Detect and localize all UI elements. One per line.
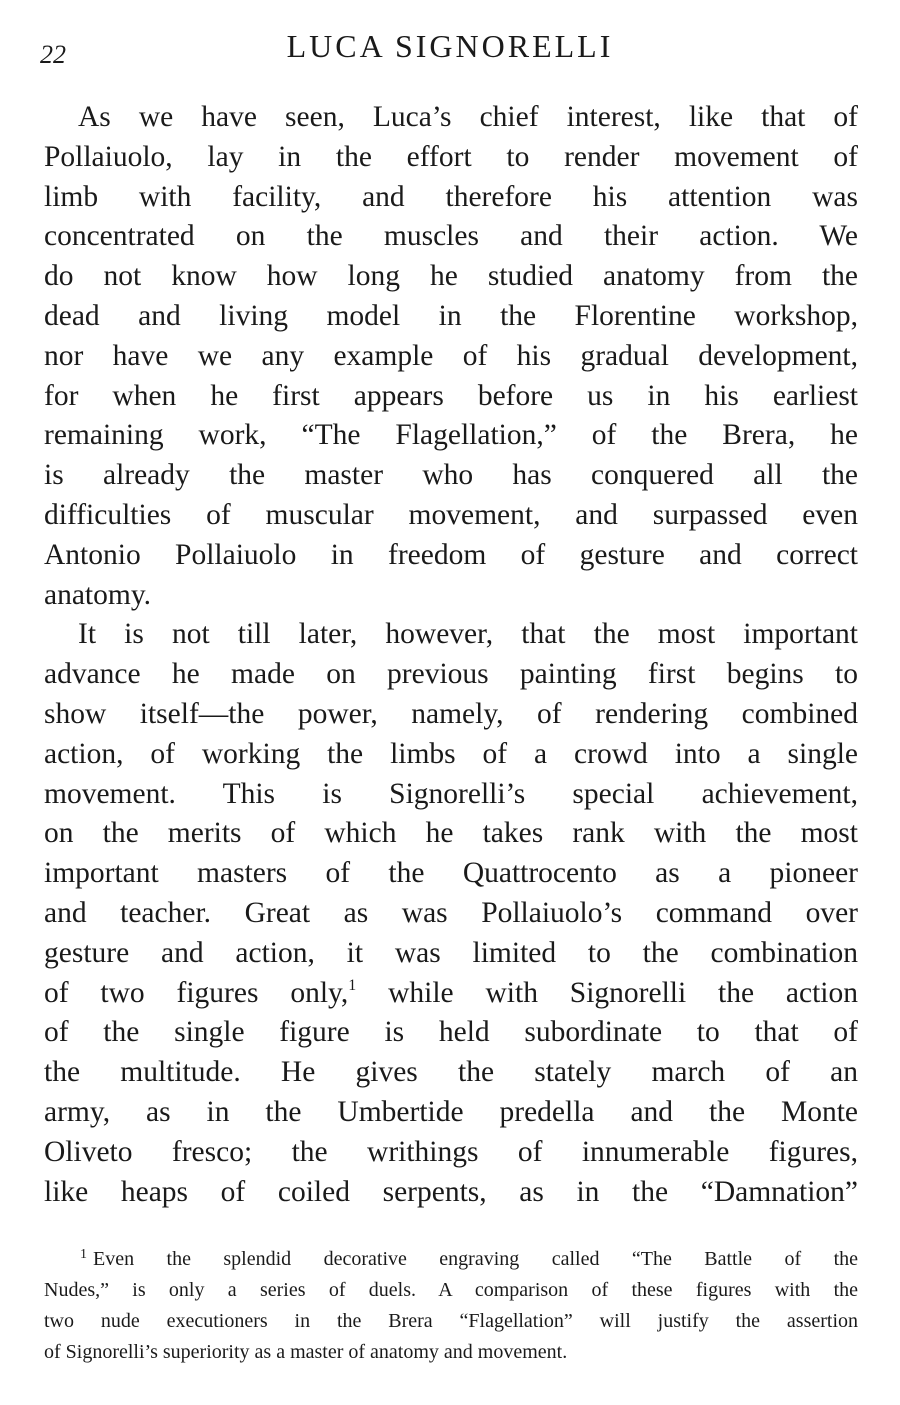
text-line: Antonio Pollaiuolo in freedom of gesture and correct [44, 538, 858, 571]
text-line: action, of working the limbs of a crowd into a single [44, 737, 858, 770]
text-segment: while with Signorelli the action [356, 976, 858, 1009]
text-line: and teacher. Great as was Pollaiuolo’s command over [44, 896, 858, 929]
body-text [44, 98, 858, 1212]
text-line: remaining work, “The Flagellation,” of the Brera, he [44, 419, 858, 452]
footnote [44, 1244, 858, 1368]
text-line: concentrated on the muscles and their action. We [44, 220, 858, 253]
text-line: difficulties of muscular movement, and surpassed even [44, 498, 858, 531]
footnote-line [44, 1244, 858, 1275]
text-line: like heaps of coiled serpents, as in the “Damnation” [44, 1175, 858, 1208]
text-line: is already the master who has conquered all the [44, 459, 858, 492]
footnote-line: of Signorelli’s superiority as a master of anatomy and movement. [44, 1341, 568, 1363]
text-line: advance he made on previous painting first begins to [44, 658, 858, 691]
running-title: LUCA SIGNORELLI [286, 28, 614, 64]
footnote-marker: 1 [80, 1247, 87, 1262]
text-line: do not know how long he studied anatomy from the [44, 260, 858, 293]
text-line: As we have seen, Luca’s chief interest, like that of [78, 101, 858, 133]
text-line: movement. This is Signorelli’s special achievement, [44, 777, 858, 810]
text-line: Oliveto fresco; the writhings of innumerable figures, [44, 1135, 858, 1168]
text-line: gesture and action, it was limited to the combination [44, 936, 858, 969]
text-line: of the single figure is held subordinate to that of [44, 1016, 858, 1049]
text-line: important masters of the Quattrocento as a pioneer [44, 857, 858, 890]
text-line: It is not till later, however, that the most important [78, 618, 858, 651]
text-line: anatomy. [44, 578, 152, 611]
text-line: nor have we any example of his gradual development, [44, 339, 858, 372]
text-line: on the merits of which he takes rank with the most [44, 817, 858, 850]
text-segment: of two figures only, [44, 976, 349, 1009]
text-line: dead and living model in the Florentine workshop, [44, 299, 858, 332]
footnote-line: Nudes,” is only a series of duels. A comparison of these figures with the [44, 1279, 858, 1301]
text-line: Pollaiuolo, lay in the effort to render movement of [44, 140, 858, 173]
text-line: show itself—the power, namely, of rendering combined [44, 697, 858, 730]
page-number: 22 [40, 40, 66, 69]
text-line: army, as in the Umbertide predella and the Monte [44, 1095, 858, 1128]
running-head [40, 28, 860, 72]
footnote-text: Even the splendid decorative engraving called “The Battle of the [93, 1248, 858, 1270]
text-line-with-note [44, 974, 858, 1014]
text-line: for when he first appears before us in his earliest [44, 379, 858, 412]
footnote-line: two nude executioners in the Brera “Flagellation” will justify the assertion [44, 1310, 858, 1332]
text-line: the multitude. He gives the stately march of an [44, 1056, 858, 1089]
text-line: limb with facility, and therefore his attention was [44, 180, 858, 213]
footnote-reference[interactable]: 1 [348, 976, 357, 994]
